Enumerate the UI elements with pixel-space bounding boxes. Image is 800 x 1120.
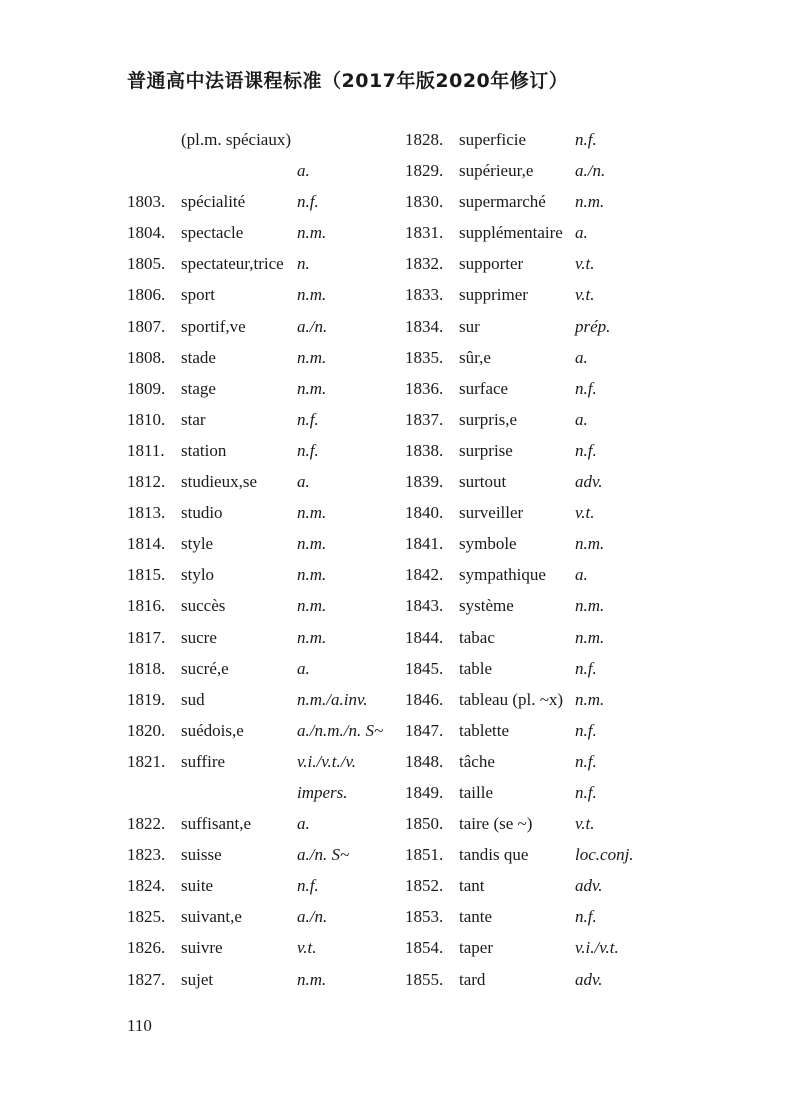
entry-number: 1836.: [405, 378, 444, 398]
entry-part-of-speech: a./n. S~: [297, 845, 350, 865]
entry-part-of-speech: a.: [297, 658, 310, 678]
entry-number: 1825.: [127, 907, 166, 927]
entry-part-of-speech: n.m.: [297, 347, 327, 367]
page-number: 110: [127, 1016, 152, 1035]
entry-number: 1841.: [405, 534, 444, 554]
entry-word: (pl.m. spéciaux): [181, 130, 291, 149]
entry-part-of-speech: n.f.: [575, 907, 597, 927]
entry-part-of-speech: v.t.: [575, 285, 595, 305]
entry-part-of-speech: n.f.: [297, 440, 319, 460]
entry-part-of-speech: a./n.: [297, 316, 328, 336]
entry-word: stage: [181, 378, 216, 398]
entry-part-of-speech: n.m.: [297, 285, 327, 305]
entry-word: superficie: [459, 130, 527, 149]
entry-word: supermarché: [459, 192, 546, 212]
entry-part-of-speech: adv.: [575, 969, 603, 989]
entry-number: 1817.: [127, 627, 166, 647]
entry-number: 1823.: [127, 845, 166, 865]
entry-number: 1834.: [405, 316, 444, 336]
entry-number: 1807.: [127, 316, 166, 336]
entry-number: 1832.: [405, 254, 444, 274]
entry-number: 1845.: [405, 658, 444, 678]
entry-part-of-speech: v.t.: [297, 938, 317, 958]
entry-number: 1848.: [405, 751, 444, 771]
entry-word: surveiller: [459, 503, 524, 523]
entry-number: 1821.: [127, 751, 166, 771]
entry-number: 1822.: [127, 814, 166, 834]
entry-number: 1826.: [127, 938, 166, 958]
entry-number: 1814.: [127, 534, 166, 554]
entry-part-of-speech: n.m.: [297, 503, 327, 523]
entry-number: 1844.: [405, 627, 444, 647]
entry-number: 1851.: [405, 845, 444, 865]
entry-word: suisse: [181, 845, 222, 865]
entry-word: studieux,se: [181, 472, 258, 492]
entry-word: sport: [181, 285, 215, 305]
entry-part-of-speech: adv.: [575, 472, 603, 492]
entry-word: tabac: [459, 627, 495, 647]
entry-word: tant: [459, 876, 485, 896]
entry-word: supérieur,e: [459, 161, 534, 181]
entry-part-of-speech: n.m.: [297, 627, 327, 647]
entry-part-of-speech: n.f.: [575, 782, 597, 802]
entry-word: star: [181, 409, 206, 429]
entry-part-of-speech: a./n.: [297, 907, 328, 927]
entry-part-of-speech: n.f.: [297, 192, 319, 212]
entry-word: symbole: [459, 534, 517, 554]
entry-number: 1830.: [405, 192, 444, 212]
entry-word: tableau (pl. ~x): [459, 689, 564, 709]
entry-part-of-speech: n.f.: [575, 720, 597, 740]
entry-part-of-speech: a.: [297, 161, 310, 181]
entry-word: suffisant,e: [181, 814, 252, 834]
entry-number: 1810.: [127, 409, 166, 429]
entry-part-of-speech: impers.: [297, 782, 348, 802]
entry-part-of-speech: n.m.: [575, 627, 605, 647]
entry-word: stade: [181, 347, 216, 367]
entry-part-of-speech: n.m.: [575, 534, 605, 554]
entry-part-of-speech: n.m.: [575, 596, 605, 616]
entry-word: surprise: [459, 440, 513, 460]
entry-word: station: [181, 440, 227, 460]
entry-word: suivre: [181, 938, 223, 958]
entry-part-of-speech: a.: [575, 565, 588, 585]
entry-word: sûr,e: [459, 347, 491, 367]
entry-part-of-speech: a.: [575, 347, 588, 367]
entry-word: succès: [181, 596, 226, 616]
entry-number: 1852.: [405, 876, 444, 896]
entry-part-of-speech: n.m.: [297, 969, 327, 989]
entry-part-of-speech: n.m.: [297, 565, 327, 585]
entry-number: 1854.: [405, 938, 444, 958]
entry-number: 1819.: [127, 689, 166, 709]
entry-number: 1849.: [405, 782, 444, 802]
entry-part-of-speech: v.i./v.t./v.: [297, 751, 356, 771]
entry-number: 1853.: [405, 907, 444, 927]
entry-part-of-speech: v.t.: [575, 503, 595, 523]
entry-number: 1808.: [127, 347, 166, 367]
entry-number: 1818.: [127, 658, 166, 678]
entry-number: 1812.: [127, 472, 166, 492]
entry-part-of-speech: n.m.: [575, 192, 605, 212]
entry-number: 1831.: [405, 223, 444, 243]
entry-word: sportif,ve: [181, 316, 246, 336]
entry-part-of-speech: n.f.: [575, 440, 597, 460]
entry-part-of-speech: n.f.: [575, 658, 597, 678]
entry-word: tablette: [459, 720, 510, 740]
entry-part-of-speech: n.m./a.inv.: [297, 689, 368, 709]
entry-number: 1847.: [405, 720, 444, 740]
entry-word: surtout: [459, 472, 507, 492]
entry-number: 1828.: [405, 130, 444, 149]
entry-word: sud: [181, 689, 205, 709]
entry-number: 1811.: [127, 440, 165, 460]
entry-part-of-speech: n.f.: [297, 409, 319, 429]
entry-number: 1850.: [405, 814, 444, 834]
entry-number: 1820.: [127, 720, 166, 740]
entry-number: 1840.: [405, 503, 444, 523]
entry-part-of-speech: prép.: [575, 316, 611, 336]
entry-part-of-speech: n.f.: [297, 876, 319, 896]
entry-part-of-speech: n.m.: [297, 596, 327, 616]
entry-word: sujet: [181, 969, 214, 989]
entry-word: spectacle: [181, 223, 244, 243]
entry-part-of-speech: n.f.: [575, 751, 597, 771]
entry-number: 1829.: [405, 161, 444, 181]
entry-word: sucre: [181, 627, 217, 647]
entry-word: supporter: [459, 254, 524, 274]
entry-number: 1815.: [127, 565, 166, 585]
entry-word: spécialité: [181, 192, 246, 212]
entry-word: stylo: [181, 565, 215, 585]
entry-number: 1813.: [127, 503, 166, 523]
entry-part-of-speech: n.f.: [575, 130, 597, 149]
entry-part-of-speech: a.: [575, 223, 588, 243]
entry-number: 1843.: [405, 596, 444, 616]
entry-word: suédois,e: [181, 720, 244, 740]
entry-word: système: [459, 596, 514, 616]
entry-word: sucré,e: [181, 658, 229, 678]
entry-word: suffire: [181, 751, 226, 771]
entry-word: tard: [459, 969, 486, 989]
entry-part-of-speech: n.m.: [297, 223, 327, 243]
entry-number: 1816.: [127, 596, 166, 616]
entry-number: 1855.: [405, 969, 444, 989]
entry-number: 1809.: [127, 378, 166, 398]
entry-number: 1846.: [405, 689, 444, 709]
entry-word: tandis que: [459, 845, 529, 865]
entry-word: taper: [459, 938, 493, 958]
entry-part-of-speech: n.m.: [297, 378, 327, 398]
entry-number: 1805.: [127, 254, 166, 274]
entry-number: 1806.: [127, 285, 166, 305]
entry-number: 1833.: [405, 285, 444, 305]
entry-number: 1824.: [127, 876, 166, 896]
entry-number: 1839.: [405, 472, 444, 492]
entry-part-of-speech: n.: [297, 254, 310, 274]
entry-word: tâche: [459, 751, 495, 771]
entry-number: 1837.: [405, 409, 444, 429]
entry-word: sympathique: [459, 565, 546, 585]
entry-part-of-speech: v.t.: [575, 814, 595, 834]
entry-number: 1827.: [127, 969, 166, 989]
entry-word: suivant,e: [181, 907, 242, 927]
entry-part-of-speech: n.m.: [297, 534, 327, 554]
entry-part-of-speech: loc.conj.: [575, 845, 634, 865]
entry-number: 1842.: [405, 565, 444, 585]
entry-word: surface: [459, 378, 509, 398]
entry-word: sur: [459, 316, 480, 336]
entry-part-of-speech: a.: [297, 814, 310, 834]
entry-part-of-speech: v.t.: [575, 254, 595, 274]
entry-word: supprimer: [459, 285, 528, 305]
entry-part-of-speech: a.: [297, 472, 310, 492]
entry-word: taire (se ~): [459, 814, 533, 834]
entry-number: 1803.: [127, 192, 166, 212]
entry-number: 1804.: [127, 223, 166, 243]
entry-part-of-speech: v.i./v.t.: [575, 938, 619, 958]
entry-word: spectateur,trice: [181, 254, 284, 274]
entry-word: style: [181, 534, 214, 554]
entry-part-of-speech: n.f.: [575, 378, 597, 398]
entry-part-of-speech: n.m.: [575, 689, 605, 709]
entry-word: supplémentaire: [459, 223, 563, 243]
entry-word: table: [459, 658, 493, 678]
entry-number: 1835.: [405, 347, 444, 367]
page-header-title: 普通高中法语课程标准（2017年版2020年修订）: [127, 70, 569, 92]
entry-number: 1838.: [405, 440, 444, 460]
entry-word: surpris,e: [459, 409, 518, 429]
entry-word: studio: [181, 503, 223, 523]
entry-part-of-speech: a./n.m./n. S~: [297, 720, 384, 740]
entry-part-of-speech: a./n.: [575, 161, 606, 181]
entry-word: tante: [459, 907, 493, 927]
entry-part-of-speech: a.: [575, 409, 588, 429]
entry-part-of-speech: adv.: [575, 876, 603, 896]
entry-word: suite: [181, 876, 214, 896]
entry-word: taille: [459, 782, 493, 802]
